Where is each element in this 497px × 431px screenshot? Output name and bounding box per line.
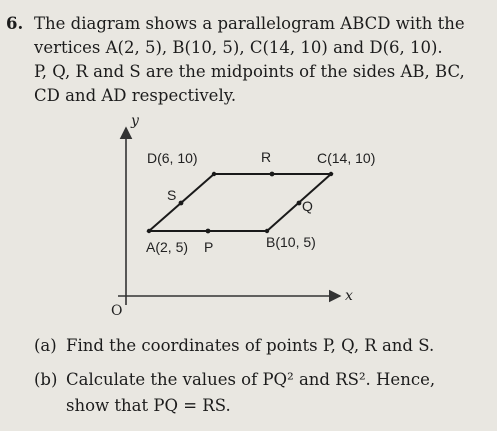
midpoint-s-point [179, 201, 184, 206]
vertex-a-label: A(2, 5) [146, 239, 189, 255]
stem-line-3: P, Q, R and S are the midpoints of the sides AB, BC, [34, 62, 465, 81]
part-b-label: (b) [34, 370, 58, 389]
midpoint-r-point [270, 172, 275, 177]
x-axis-label: x [345, 288, 353, 304]
part-b-continuation: show that PQ = RS. [66, 396, 231, 415]
midpoint-p-label: P [204, 239, 214, 255]
midpoint-s-label: S [167, 187, 177, 203]
vertex-b-point [265, 229, 269, 233]
midpoint-r-label: R [261, 149, 272, 165]
stem-line-2: vertices A(2, 5), B(10, 5), C(14, 10) and D(6, 10). [34, 38, 443, 57]
midpoint-q-label: Q [302, 198, 313, 214]
stem-line-4: CD and AD respectively. [34, 86, 237, 105]
vertex-b-label: B(10, 5) [266, 234, 316, 250]
part-a-label: (a) [34, 336, 57, 355]
vertex-c-label: C(14, 10) [317, 150, 376, 166]
midpoint-q-point [297, 201, 302, 206]
y-axis-label: y [131, 113, 139, 129]
stem-line-1: The diagram shows a parallelogram ABCD with the [34, 14, 465, 33]
part-a-text: Find the coordinates of points P, Q, R and S. [66, 336, 435, 355]
midpoint-p-point [206, 229, 211, 234]
vertex-a-point [147, 229, 151, 233]
origin-label: O [111, 303, 123, 319]
part-b-text: Calculate the values of PQ² and RS². Hence, [66, 370, 436, 389]
vertex-d-point [212, 172, 216, 176]
vertex-c-point [329, 172, 333, 176]
vertex-d-label: D(6, 10) [147, 150, 198, 166]
question-number: 6. [6, 14, 24, 33]
